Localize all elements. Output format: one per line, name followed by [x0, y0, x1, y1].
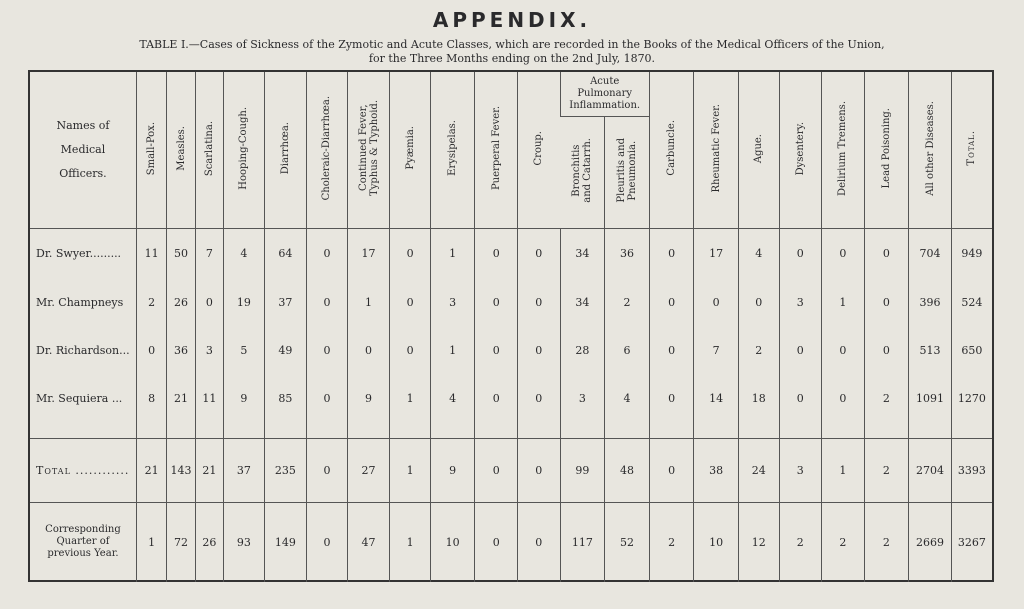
table-cell: 21 — [195, 438, 223, 502]
table-cell: 64 — [264, 228, 307, 278]
col-pyaemia: Pyæmia. — [390, 72, 431, 228]
table-cell: 10 — [694, 502, 739, 582]
spacer-cell — [864, 422, 909, 438]
table-cell: 37 — [264, 278, 307, 326]
table-cell: 26 — [195, 502, 223, 582]
officer-name: Total ............ — [30, 438, 136, 502]
table-cell: 2 — [822, 502, 865, 582]
table-cell: 8 — [136, 374, 166, 422]
spacer-cell — [822, 422, 865, 438]
spacer-cell — [347, 422, 390, 438]
table-cell: 143 — [167, 438, 195, 502]
table-cell: 93 — [224, 502, 265, 582]
table-cell: 4 — [605, 374, 650, 422]
col-croup: Croup. — [518, 72, 561, 228]
table-cell: 0 — [475, 502, 518, 582]
spacer-cell — [307, 422, 348, 438]
table-cell: 0 — [694, 278, 739, 326]
table-cell: 1 — [390, 374, 431, 422]
table-cell: 34 — [560, 228, 605, 278]
col-rheumatic-fever: Rheumatic Fever. — [694, 72, 739, 228]
table-cell: 26 — [167, 278, 195, 326]
spacer-cell — [224, 422, 265, 438]
table-cell: 1 — [136, 502, 166, 582]
table-cell: 27 — [347, 438, 390, 502]
table-cell: 0 — [649, 228, 694, 278]
table-cell: 11 — [195, 374, 223, 422]
table-cell: 21 — [167, 374, 195, 422]
spacer-cell — [475, 422, 518, 438]
table-cell: 2 — [738, 326, 779, 374]
table-cell: 0 — [779, 326, 822, 374]
spacer-cell — [738, 422, 779, 438]
table-cell: 38 — [694, 438, 739, 502]
table-cell: 235 — [264, 438, 307, 502]
table-cell: 0 — [649, 278, 694, 326]
caption-line-1: TABLE I.—Cases of Sickness of the Zymotic and Acute Classes, which are recorded in the Books of the Medical Officers of the Union, — [139, 38, 885, 51]
table-cell: 0 — [307, 374, 348, 422]
spacer-cell — [649, 422, 694, 438]
table-cell: 0 — [475, 438, 518, 502]
table-cell: 0 — [475, 278, 518, 326]
table-cell: 3 — [195, 326, 223, 374]
table-cell: 0 — [390, 228, 431, 278]
table-cell: 0 — [518, 374, 561, 422]
table-row — [30, 326, 992, 374]
spacer-cell — [694, 422, 739, 438]
spacer-cell — [430, 422, 475, 438]
table-cell: 1270 — [951, 374, 992, 422]
table-row — [30, 374, 992, 422]
table-cell: 4 — [430, 374, 475, 422]
col-bronchitis: Bronchitis and Catarrh. — [560, 116, 605, 228]
spacer-cell — [560, 422, 605, 438]
table-cell: 2 — [864, 374, 909, 422]
table-cell: 0 — [864, 228, 909, 278]
table-cell: 3 — [430, 278, 475, 326]
table-cell: 12 — [738, 502, 779, 582]
sickness-table-frame — [28, 70, 994, 582]
table-cell: 0 — [307, 438, 348, 502]
table-cell: 9 — [347, 374, 390, 422]
spacer-cell — [518, 422, 561, 438]
table-cell: 85 — [264, 374, 307, 422]
table-cell: 0 — [307, 228, 348, 278]
col-choleraic: Choleraic-Diarrhœa. — [307, 72, 348, 228]
table-cell: 0 — [779, 374, 822, 422]
table-row — [30, 278, 992, 326]
table-cell: 1 — [430, 228, 475, 278]
table-cell: 17 — [347, 228, 390, 278]
table-cell: 2669 — [909, 502, 952, 582]
table-cell: 0 — [347, 326, 390, 374]
total-row — [30, 438, 992, 502]
names-header: Names of Medical Officers. — [30, 72, 136, 228]
table-cell: 704 — [909, 228, 952, 278]
table-cell: 48 — [605, 438, 650, 502]
col-scarlatina: Scarlatina. — [195, 72, 223, 228]
table-cell: 0 — [195, 278, 223, 326]
table-cell: 99 — [560, 438, 605, 502]
col-ague: Ague. — [738, 72, 779, 228]
table-row — [30, 228, 992, 278]
table-cell: 0 — [822, 374, 865, 422]
table-cell: 0 — [475, 326, 518, 374]
table-cell: 0 — [649, 438, 694, 502]
table-cell: 0 — [822, 228, 865, 278]
spacer-cell — [136, 422, 166, 438]
col-pleuritis: Pleuritis and Pneumonia. — [605, 116, 650, 228]
table-cell: 0 — [518, 278, 561, 326]
table-cell: 36 — [605, 228, 650, 278]
col-all-other-diseases: All other Diseases. — [909, 72, 952, 228]
table-cell: 50 — [167, 228, 195, 278]
table-cell: 1 — [822, 438, 865, 502]
spacer-cell — [779, 422, 822, 438]
table-cell: 524 — [951, 278, 992, 326]
table-cell: 0 — [518, 502, 561, 582]
col-hooping-cough: Hooping-Cough. — [224, 72, 265, 228]
table-cell: 0 — [390, 326, 431, 374]
table-cell: 36 — [167, 326, 195, 374]
col-diarrhoea: Diarrhœa. — [264, 72, 307, 228]
table-cell: 10 — [430, 502, 475, 582]
spacer-cell — [909, 422, 952, 438]
col-delirium-tremens: Delirium Tremens. — [822, 72, 865, 228]
officer-name: Corresponding Quarter of previous Year. — [30, 502, 136, 582]
table-cell: 0 — [864, 326, 909, 374]
officer-name: Dr. Swyer......... — [36, 246, 122, 260]
table-cell: 4 — [738, 228, 779, 278]
table-cell: 49 — [264, 326, 307, 374]
table-cell: 17 — [694, 228, 739, 278]
col-total: Total. — [951, 72, 992, 228]
table-cell: 3 — [779, 438, 822, 502]
table-cell: 52 — [605, 502, 650, 582]
table-cell: 2704 — [909, 438, 952, 502]
spacer-cell — [390, 422, 431, 438]
spacer-cell — [167, 422, 195, 438]
spacer-cell — [264, 422, 307, 438]
table-cell: 650 — [951, 326, 992, 374]
table-cell: 4 — [224, 228, 265, 278]
spacer-cell — [605, 422, 650, 438]
col-carbuncle: Carbuncle. — [649, 72, 694, 228]
table-cell: 19 — [224, 278, 265, 326]
table-cell: 0 — [649, 326, 694, 374]
table-cell: 117 — [560, 502, 605, 582]
table-cell: 2 — [649, 502, 694, 582]
table-cell: 0 — [738, 278, 779, 326]
acute-pulmonary-header: Acute Pulmonary Inflammation. — [560, 72, 649, 116]
col-continued-fever: Continued Fever, Typhus & Typhoid. — [347, 72, 390, 228]
table-cell: 1 — [347, 278, 390, 326]
table-cell: 0 — [518, 438, 561, 502]
table-cell: 24 — [738, 438, 779, 502]
table-cell: 18 — [738, 374, 779, 422]
table-cell: 0 — [136, 326, 166, 374]
table-cell: 0 — [518, 228, 561, 278]
table-cell: 9 — [224, 374, 265, 422]
table-cell: 11 — [136, 228, 166, 278]
table-cell: 0 — [307, 502, 348, 582]
sickness-table — [30, 72, 992, 582]
officer-name: Mr. Sequiera ... — [36, 391, 123, 405]
table-cell: 2 — [136, 278, 166, 326]
table-cell: 28 — [560, 326, 605, 374]
table-cell: 72 — [167, 502, 195, 582]
table-cell: 5 — [224, 326, 265, 374]
table-cell: 3393 — [951, 438, 992, 502]
table-cell: 14 — [694, 374, 739, 422]
page-heading: APPENDIX. — [432, 8, 592, 32]
table-cell: 2 — [779, 502, 822, 582]
table-cell: 9 — [430, 438, 475, 502]
table-cell: 1 — [390, 438, 431, 502]
corresponding-row — [30, 502, 992, 582]
table-cell: 513 — [909, 326, 952, 374]
table-cell: 0 — [518, 326, 561, 374]
col-dysentery: Dysentery. — [779, 72, 822, 228]
table-cell: 1 — [390, 502, 431, 582]
table-cell: 2 — [864, 502, 909, 582]
table-cell: 3 — [560, 374, 605, 422]
caption-line-2: for the Three Months ending on the 2nd July, 1870. — [368, 52, 656, 65]
table-cell: 34 — [560, 278, 605, 326]
spacer-cell — [195, 422, 223, 438]
table-cell: 2 — [864, 438, 909, 502]
table-cell: 0 — [475, 228, 518, 278]
table-cell: 949 — [951, 228, 992, 278]
table-cell: 7 — [195, 228, 223, 278]
table-cell: 0 — [390, 278, 431, 326]
table-cell: 1 — [822, 278, 865, 326]
officer-name: Mr. Champneys — [36, 295, 124, 309]
spacer-row — [30, 422, 992, 438]
table-cell: 2 — [605, 278, 650, 326]
table-cell: 0 — [475, 374, 518, 422]
table-cell: 0 — [307, 278, 348, 326]
table-cell: 0 — [864, 278, 909, 326]
spacer-cell — [951, 422, 992, 438]
table-cell: 0 — [649, 374, 694, 422]
col-lead-poisoning: Lead Poisoning. — [864, 72, 909, 228]
table-cell: 1091 — [909, 374, 952, 422]
col-measles: Measles. — [167, 72, 195, 228]
table-caption — [100, 38, 924, 66]
table-cell: 7 — [694, 326, 739, 374]
table-cell: 396 — [909, 278, 952, 326]
table-cell: 149 — [264, 502, 307, 582]
spacer-cell — [30, 422, 136, 438]
table-cell: 0 — [307, 326, 348, 374]
table-cell: 0 — [779, 228, 822, 278]
table-cell: 1 — [430, 326, 475, 374]
col-puerperal-fever: Puerperal Fever. — [475, 72, 518, 228]
table-cell: 3 — [779, 278, 822, 326]
officer-name: Dr. Richardson... — [36, 343, 130, 357]
table-cell: 0 — [822, 326, 865, 374]
table-cell: 21 — [136, 438, 166, 502]
table-cell: 47 — [347, 502, 390, 582]
table-cell: 37 — [224, 438, 265, 502]
table-cell: 6 — [605, 326, 650, 374]
table-cell: 3267 — [951, 502, 992, 582]
col-small-pox: Small-Pox. — [136, 72, 166, 228]
col-erysipelas: Erysipelas. — [430, 72, 475, 228]
